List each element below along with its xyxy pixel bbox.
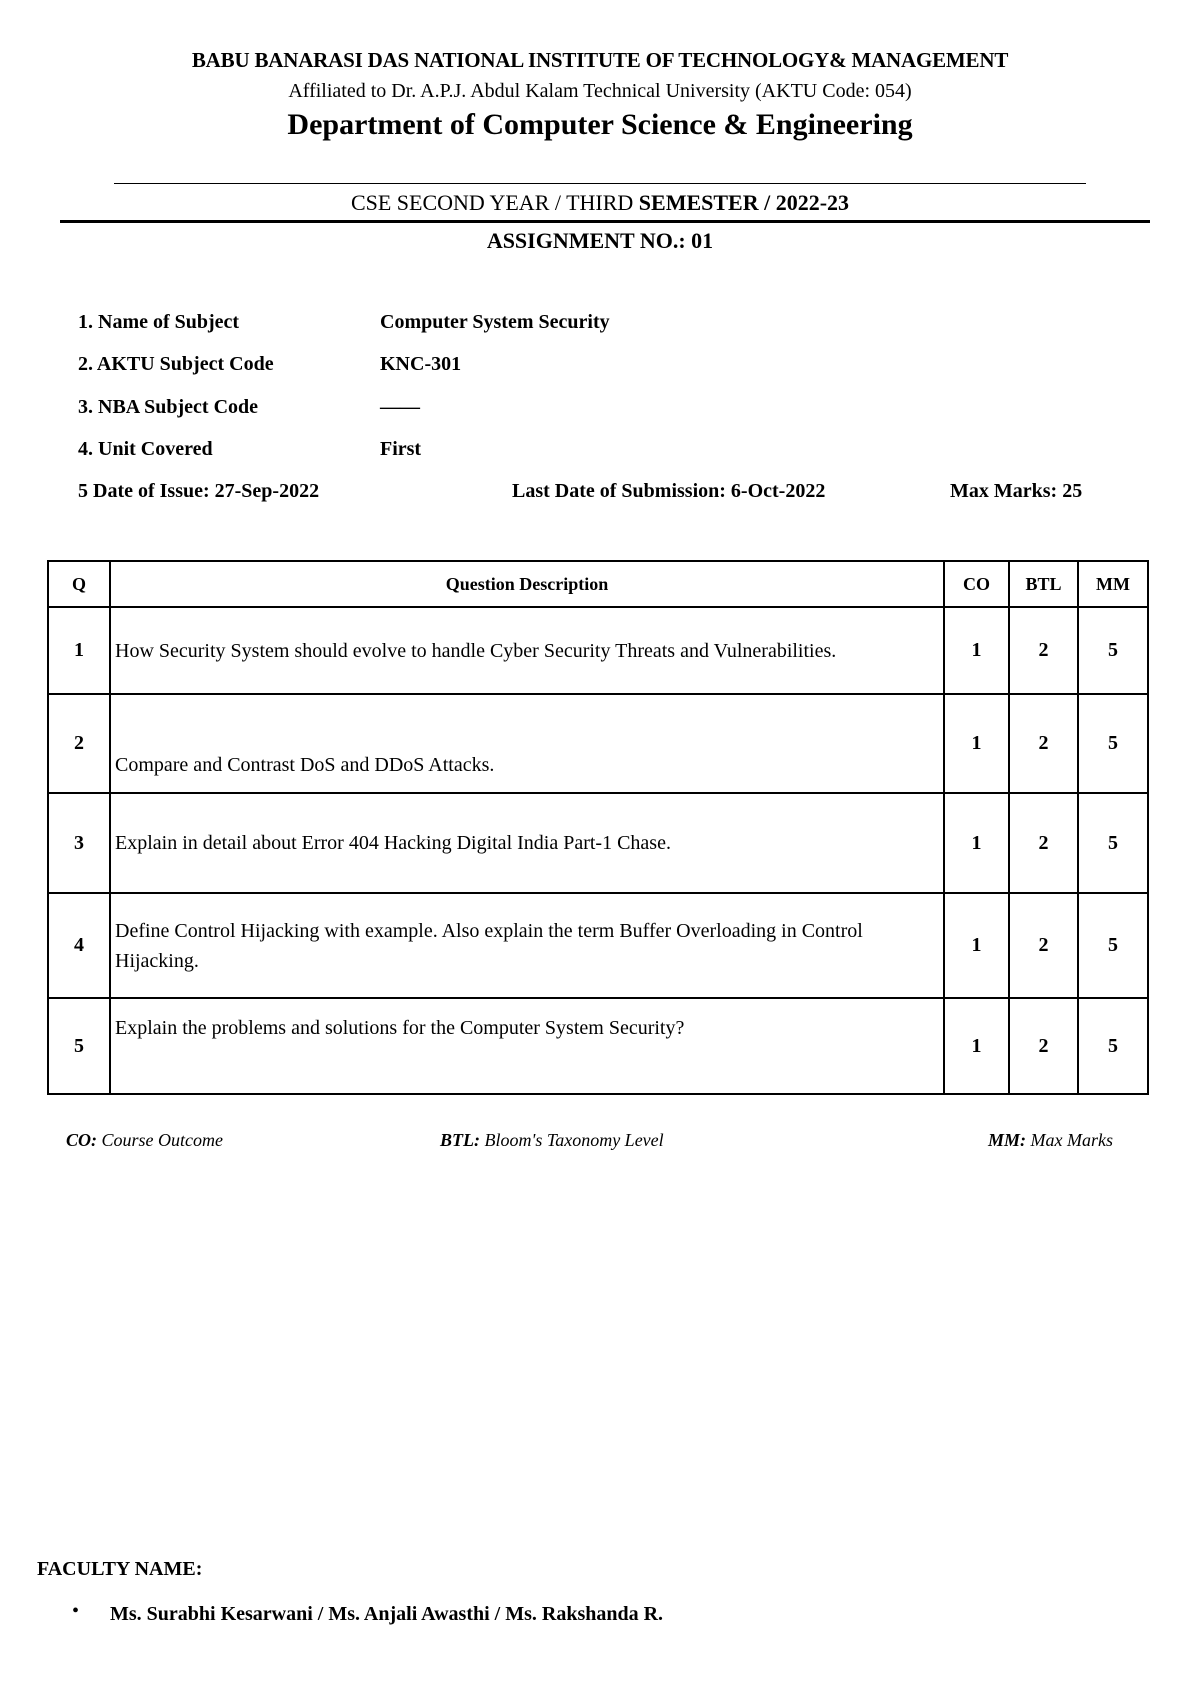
date-of-issue: 5 Date of Issue: 27-Sep-2022: [78, 480, 320, 502]
faculty-label: FACULTY NAME:: [37, 1558, 203, 1580]
mm-value: 5: [1078, 793, 1148, 893]
header-mm: MM: [1078, 561, 1148, 607]
mm-value: 5: [1078, 893, 1148, 998]
mm-value: 5: [1078, 607, 1148, 694]
last-date-of-submission: Last Date of Submission: 6-Oct-2022: [512, 480, 826, 502]
header-co: CO: [944, 561, 1009, 607]
table-row: [48, 998, 1148, 1094]
table-row: [48, 694, 1148, 793]
co-value: 1: [944, 607, 1009, 694]
info-label: 3. NBA Subject Code: [78, 396, 259, 418]
table-row: [48, 607, 1148, 694]
affiliation-line: Affiliated to Dr. A.P.J. Abdul Kalam Technical University (AKTU Code: 054): [288, 80, 912, 102]
question-table: [47, 560, 1149, 1095]
question-description: How Security System should evolve to handle Cyber Security Threats and Vulnerabilities.: [110, 607, 944, 694]
semester-prefix: CSE SECOND YEAR / THIRD: [350, 190, 639, 215]
question-description: Compare and Contrast DoS and DDoS Attacks.: [110, 694, 944, 793]
info-label: 2. AKTU Subject Code: [78, 353, 274, 375]
max-marks: Max Marks: 25: [950, 480, 1083, 502]
table-row: [48, 793, 1148, 893]
bullet-icon: •: [72, 1600, 80, 1622]
info-label: 1. Name of Subject: [78, 311, 240, 333]
institute-name: BABU BANARASI DAS NATIONAL INSTITUTE OF TECHNOLOGY& MANAGEMENT: [191, 48, 1009, 72]
legend-btl: [440, 1130, 664, 1151]
question-description: Define Control Hijacking with example. Also explain the term Buffer Overloading in Control Hijacking.: [110, 893, 944, 998]
btl-value: 2: [1009, 998, 1078, 1094]
question-description: Explain in detail about Error 404 Hacking Digital India Part-1 Chase.: [110, 793, 944, 893]
btl-value: 2: [1009, 607, 1078, 694]
header-btl: BTL: [1009, 561, 1078, 607]
legend-text: Bloom's Taxonomy Level: [480, 1130, 664, 1150]
mm-value: 5: [1078, 998, 1148, 1094]
info-value: First: [380, 438, 422, 460]
question-description: Explain the problems and solutions for the Computer System Security?: [110, 998, 944, 1094]
legend-mm: [988, 1130, 1113, 1151]
question-number: 3: [48, 793, 110, 893]
mm-value: 5: [1078, 694, 1148, 793]
legend-text: Max Marks: [1026, 1130, 1113, 1150]
legend-text: Course Outcome: [97, 1130, 223, 1150]
question-number: 5: [48, 998, 110, 1094]
co-value: 1: [944, 793, 1009, 893]
co-value: 1: [944, 694, 1009, 793]
legend-key: CO:: [66, 1130, 97, 1150]
info-value: ——: [380, 396, 420, 418]
semester-suffix: SEMESTER / 2022-23: [638, 190, 850, 215]
co-value: 1: [944, 893, 1009, 998]
header-divider: [114, 183, 1086, 184]
info-label: 4. Unit Covered: [78, 438, 213, 460]
legend-co: [66, 1130, 223, 1151]
legend-key: BTL:: [440, 1130, 480, 1150]
semester-divider: [60, 220, 1150, 223]
assignment-number: ASSIGNMENT NO.: 01: [486, 228, 714, 253]
question-number: 1: [48, 607, 110, 694]
faculty-names: Ms. Surabhi Kesarwani / Ms. Anjali Awasthi / Ms. Rakshanda R.: [110, 1603, 664, 1625]
table-header-row: [48, 561, 1148, 607]
question-number: 2: [48, 694, 110, 793]
info-value: KNC-301: [380, 353, 462, 375]
legend-key: MM:: [988, 1130, 1027, 1150]
info-value: Computer System Security: [380, 311, 610, 333]
btl-value: 2: [1009, 793, 1078, 893]
table-row: [48, 893, 1148, 998]
department-title: Department of Computer Science & Engineering: [287, 108, 913, 141]
semester-line: [0, 190, 1200, 216]
co-value: 1: [944, 998, 1009, 1094]
question-number: 4: [48, 893, 110, 998]
btl-value: 2: [1009, 893, 1078, 998]
header-q: Q: [48, 561, 110, 607]
btl-value: 2: [1009, 694, 1078, 793]
header-description: Question Description: [110, 561, 944, 607]
